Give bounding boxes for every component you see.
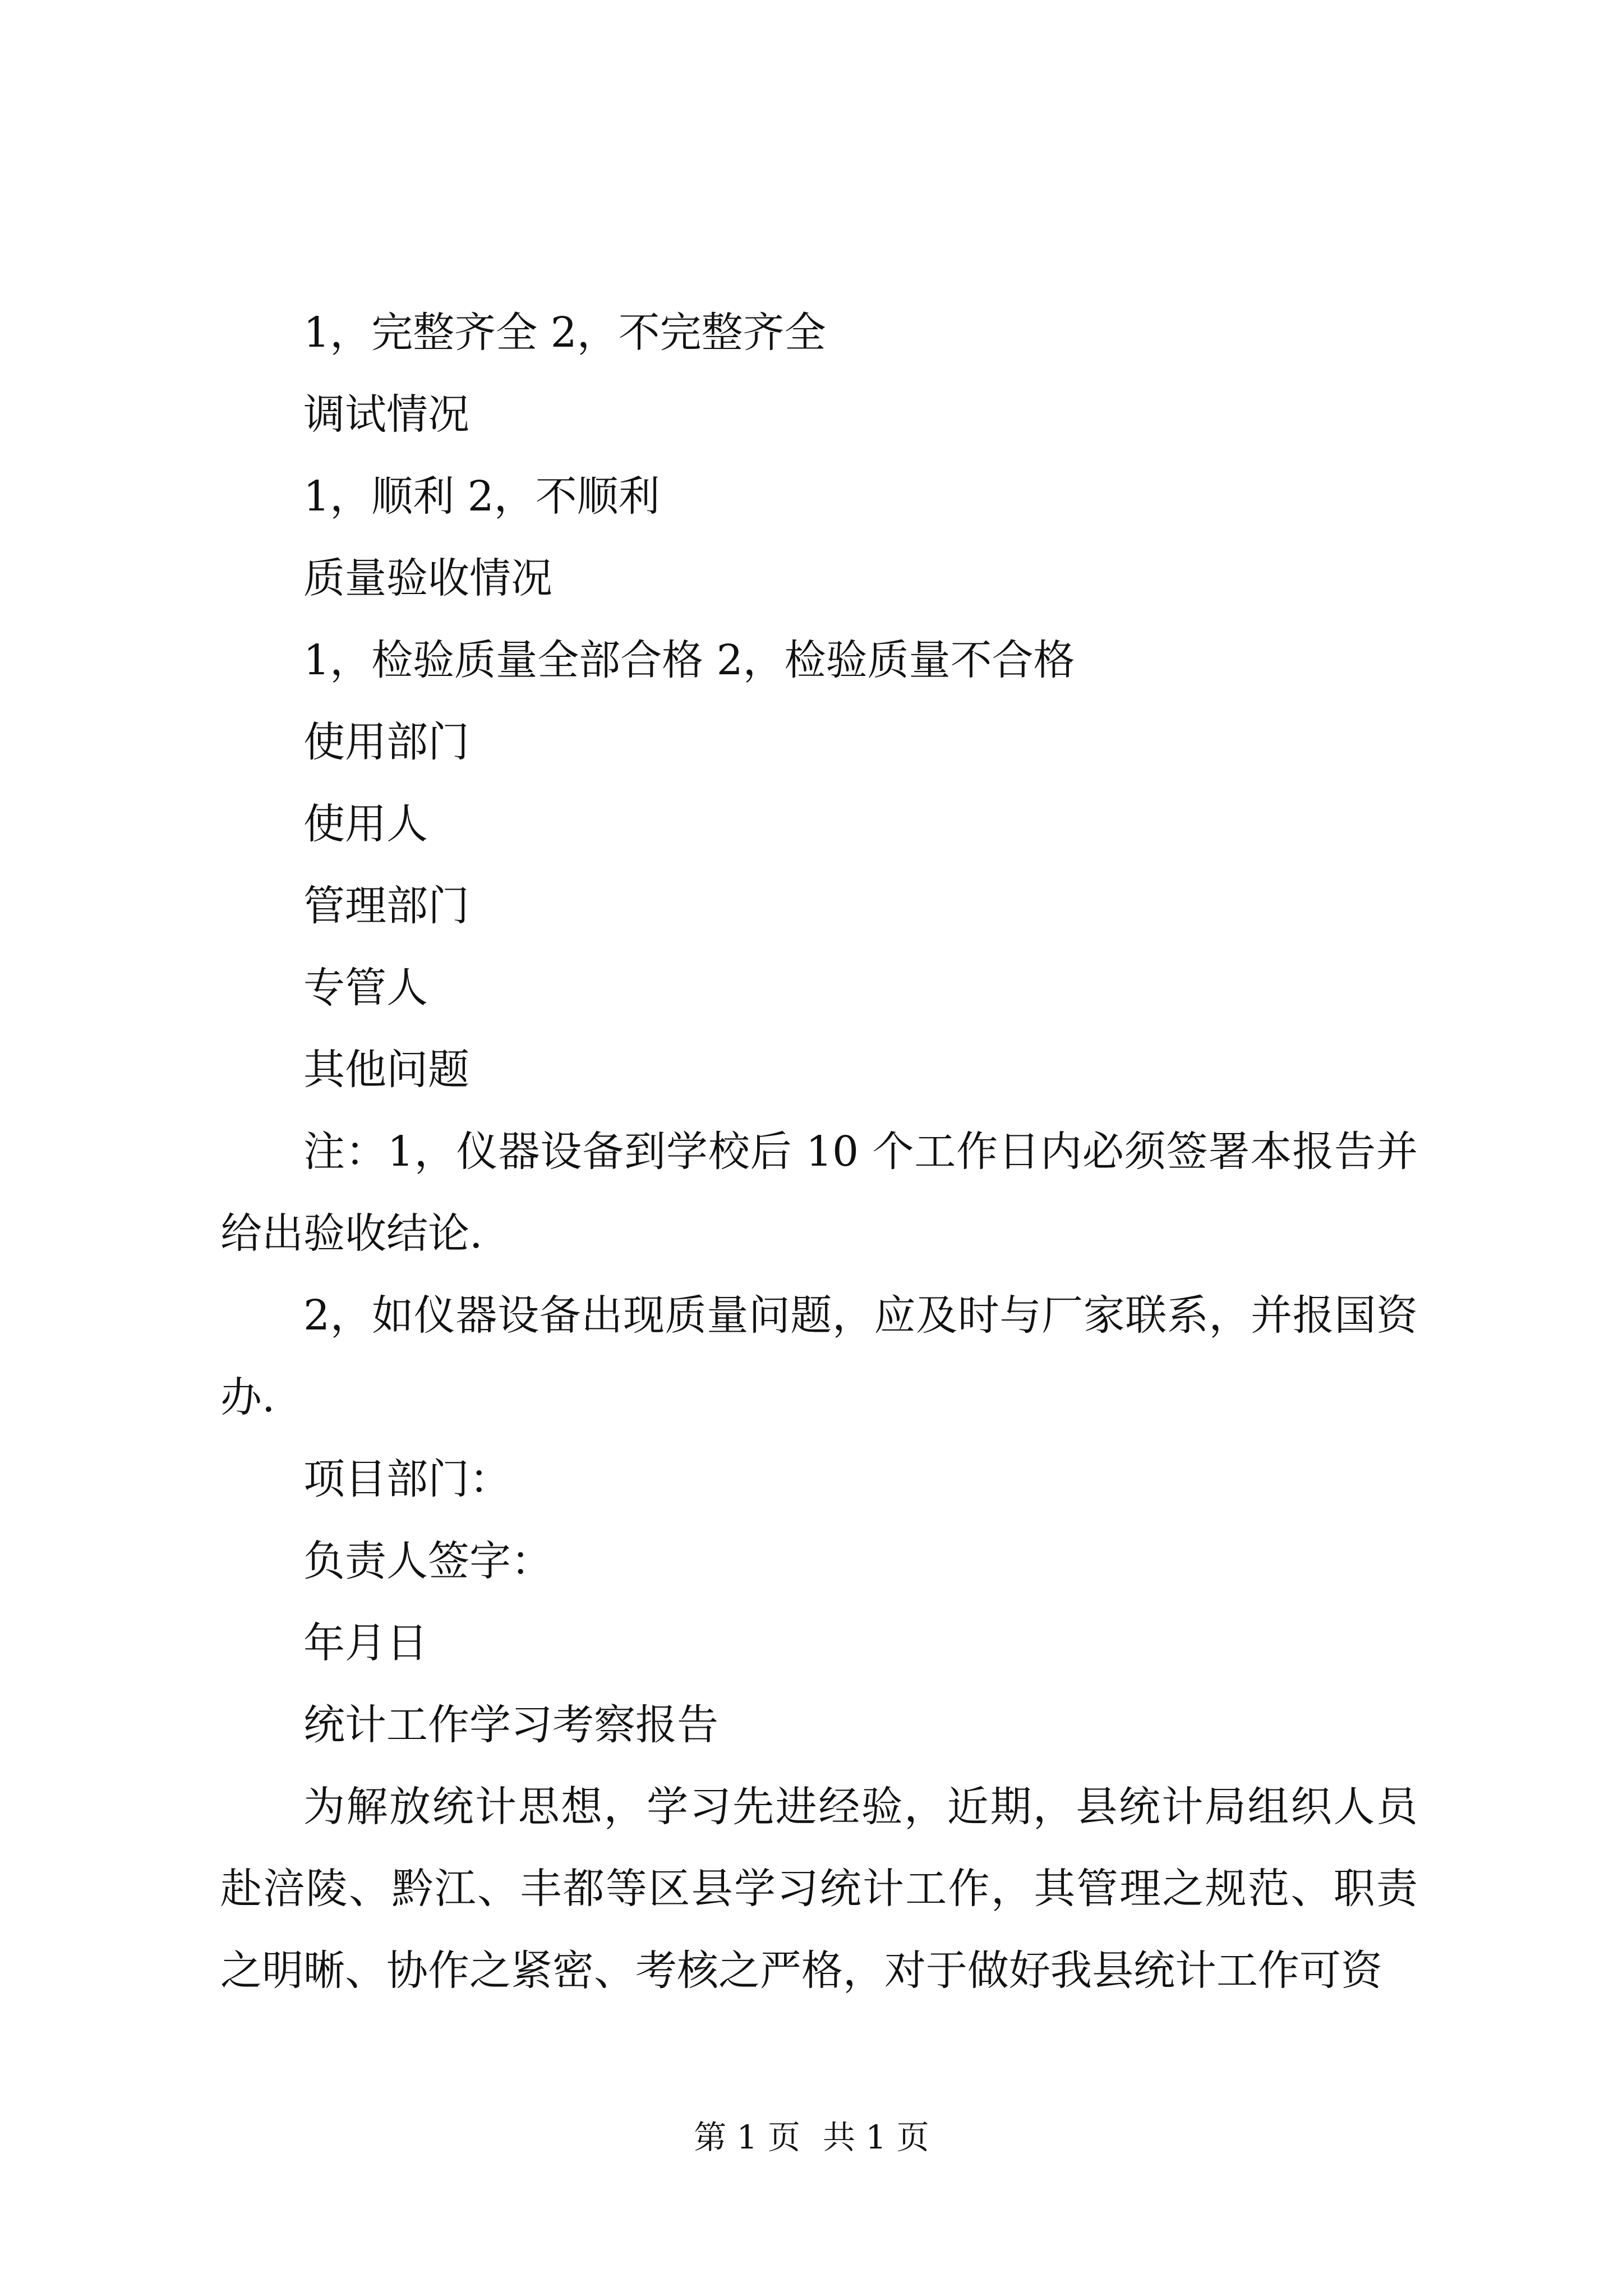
paragraph-completeness-options: 1，完整齐全 2，不完整齐全 [303, 309, 826, 357]
paragraph-management-department: 管理部门 [303, 882, 469, 930]
paragraph-report-title: 统计工作学习考察报告 [303, 1701, 718, 1749]
paragraph-date: 年月日 [303, 1619, 428, 1667]
paragraph-note-2: 2，如仪器设备出现质量问题，应及时与厂家联系，并报国资办. [220, 1291, 1418, 1421]
paragraph-other-issues: 其他问题 [303, 1046, 469, 1094]
paragraph-project-department: 项目部门： [303, 1455, 511, 1503]
paragraph-debug-status: 调试情况 [303, 390, 469, 439]
paragraph-user: 使用人 [303, 800, 428, 848]
page-number-current: 第 1 页 [694, 2118, 800, 2156]
paragraph-custodian: 专管人 [303, 964, 428, 1012]
paragraph-quality-options: 1，检验质量全部合格 2，检验质量不合格 [303, 636, 1075, 684]
page-footer [0, 2115, 1623, 2160]
paragraph-user-department: 使用部门 [303, 718, 469, 766]
page-number-total: 共 1 页 [823, 2118, 929, 2156]
paragraph-quality-acceptance: 质量验收情况 [303, 554, 552, 602]
paragraph-report-body: 为解放统计思想，学习先进经验，近期，县统计局组织人员赴涪陵、黔江、丰都等区县学习统计工作，其管理之规范、职责之明晰、协作之紧密、考核之严格，对于做好我县统计工作可资 [220, 1783, 1418, 1995]
document-body [220, 292, 1418, 2012]
paragraph-signature: 负责人签字： [303, 1537, 552, 1585]
paragraph-debug-options: 1，顺利 2，不顺利 [303, 472, 660, 521]
paragraph-note-1: 注：1，仪器设备到学校后 10 个工作日内必须签署本报告并给出验收结论. [220, 1128, 1418, 1258]
